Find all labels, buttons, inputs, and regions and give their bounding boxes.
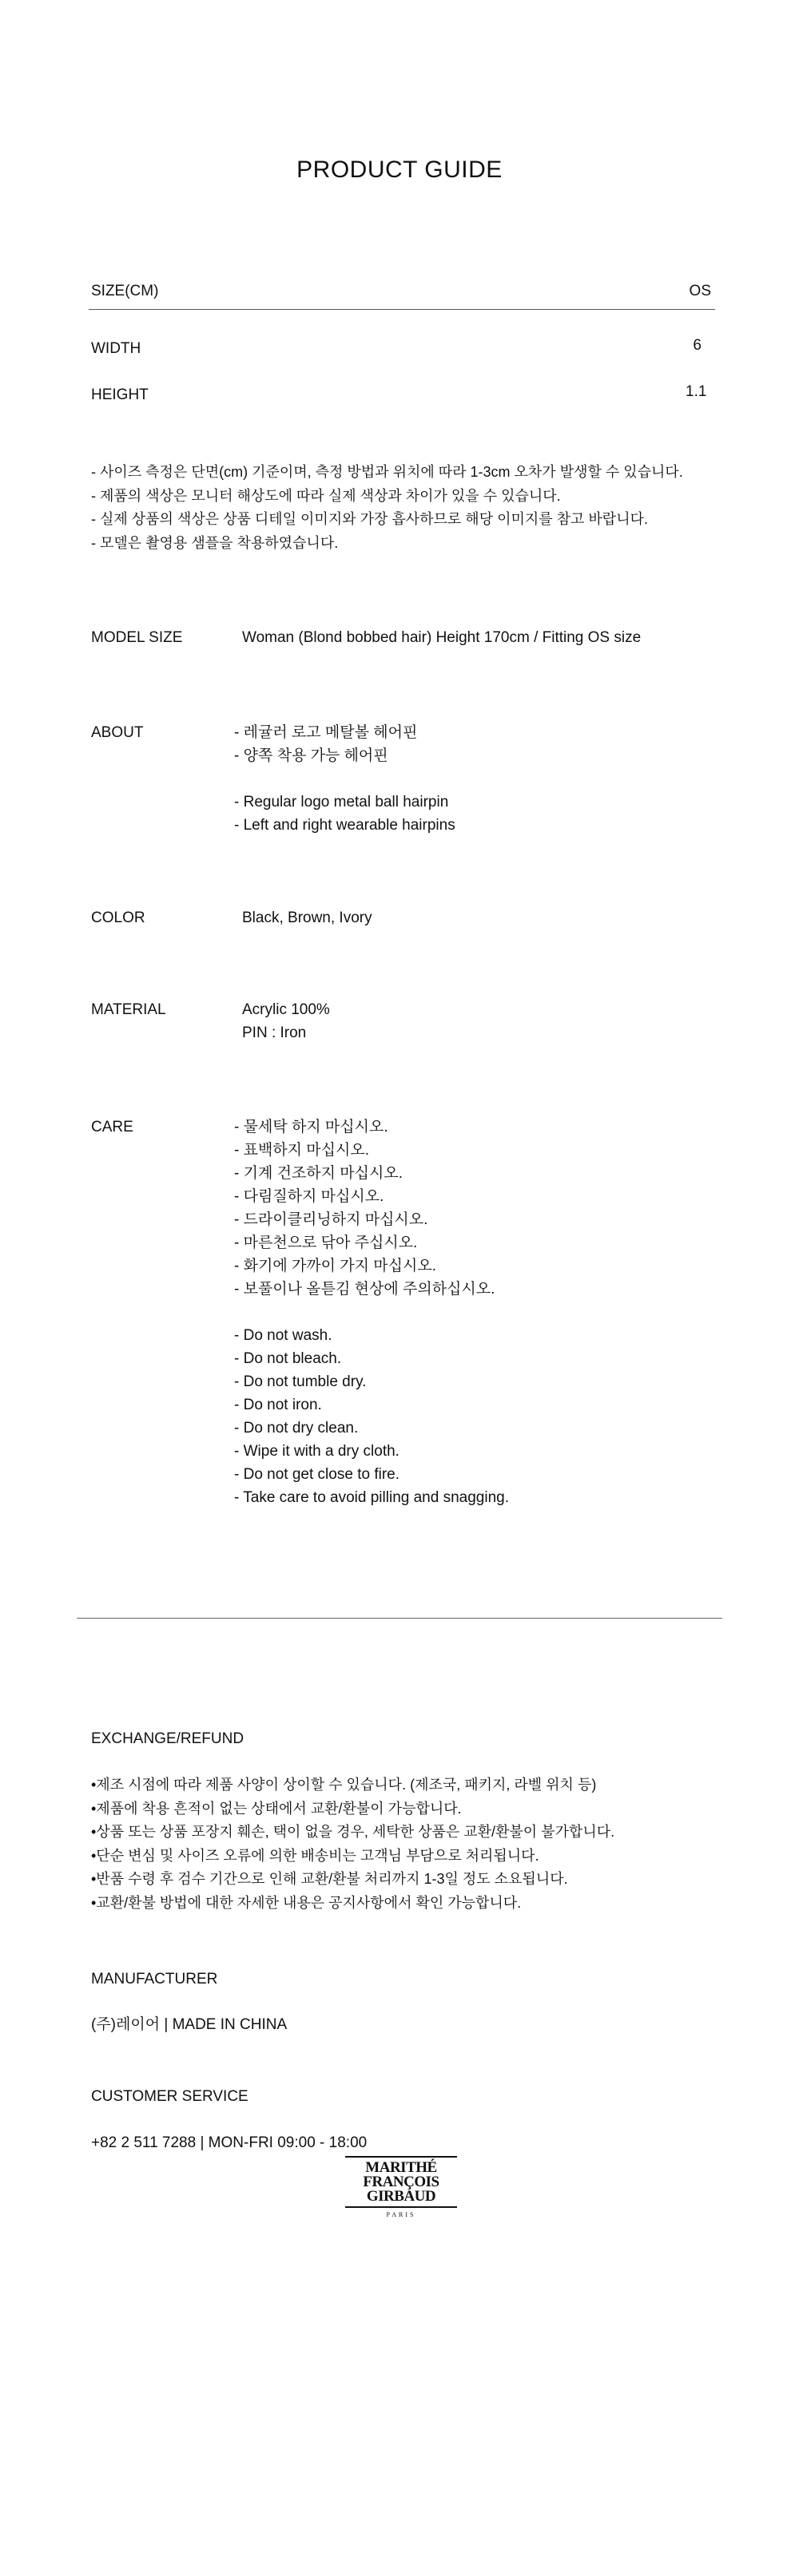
- exchange-text: [91, 1773, 614, 1915]
- care-line: - Do not wash.: [234, 1327, 332, 1344]
- exchange-line: •제품에 착용 흔적이 없는 상태에서 교환/환불이 가능합니다.: [91, 1800, 462, 1817]
- material-label: MATERIAL: [91, 1001, 166, 1018]
- care-line: - Do not dry clean.: [234, 1420, 359, 1437]
- care-line: - Take care to avoid pilling and snagging.: [234, 1489, 509, 1506]
- manufacturer-title: MANUFACTURER: [91, 1971, 218, 1987]
- material-line: PIN : Iron: [242, 1024, 307, 1041]
- customer-service-title: CUSTOMER SERVICE: [91, 2088, 248, 2105]
- note-line: - 모델은 촬영용 샘플을 착용하였습니다.: [91, 534, 339, 551]
- color-value: Black, Brown, Ivory: [242, 910, 372, 926]
- size-header-label: SIZE(CM): [91, 283, 159, 299]
- manufacturer-value: (주)레이어 | MADE IN CHINA: [91, 2016, 288, 2033]
- exchange-line: •단순 변심 및 사이즈 오류에 의한 배송비는 고객님 부담으로 처리됩니다.: [91, 1847, 539, 1864]
- note-line: - 제품의 색상은 모니터 해상도에 따라 실제 색상과 차이가 있을 수 있습니다.: [91, 487, 561, 504]
- note-line: - 실제 상품의 색상은 상품 디테일 이미지와 가장 흡사하므로 해당 이미지를 참고 바랍니다.: [91, 511, 648, 527]
- care-line: - 드라이클리닝하지 마십시오.: [234, 1211, 428, 1228]
- material-line: Acrylic 100%: [242, 1001, 330, 1018]
- size-row-width-label: WIDTH: [91, 340, 141, 357]
- exchange-line: •상품 또는 상품 포장지 훼손, 택이 없을 경우, 세탁한 상품은 교환/환불이 불가합니다.: [91, 1824, 615, 1840]
- logo-line: GIRBAUD: [366, 2188, 436, 2205]
- size-notes: [91, 461, 683, 555]
- exchange-line: •제조 시점에 따라 제품 사양이 상이할 수 있습니다. (제조국, 패키지, 라벨 위치 등): [91, 1777, 597, 1793]
- care-line: - Do not iron.: [234, 1397, 322, 1413]
- model-size-label: MODEL SIZE: [91, 629, 183, 646]
- exchange-line: •교환/환불 방법에 대한 자세한 내용은 공지사항에서 확인 가능합니다.: [91, 1894, 522, 1911]
- about-line: [234, 767, 455, 791]
- exchange-title: EXCHANGE/REFUND: [91, 1730, 244, 1747]
- about-line: - 레귤러 로고 메탈볼 헤어핀: [234, 724, 418, 741]
- size-row-width-value: 6: [693, 337, 702, 354]
- care-line: - 기계 건조하지 마십시오.: [234, 1165, 403, 1182]
- model-size-value: Woman (Blond bobbed hair) Height 170cm / Fitting OS size: [242, 629, 642, 646]
- size-row-height-value: 1.1: [686, 383, 707, 400]
- care-line: - 보풀이나 올튿김 현상에 주의하십시오.: [234, 1281, 495, 1298]
- care-text: [234, 1116, 509, 1509]
- size-table-divider: [89, 309, 715, 310]
- page-title: PRODUCT GUIDE: [296, 157, 503, 183]
- care-line: - 마른천으로 닦아 주십시오.: [234, 1234, 418, 1251]
- logo-line: MARITHÉ: [365, 2159, 437, 2176]
- care-line: - 화기에 가까이 가지 마십시오.: [234, 1258, 436, 1274]
- care-line: - Do not get close to fire.: [234, 1466, 400, 1483]
- care-line: [234, 1301, 509, 1324]
- care-line: - Do not bleach.: [234, 1350, 342, 1367]
- care-line: - 표백하지 마십시오.: [234, 1142, 369, 1159]
- customer-service-value: +82 2 511 7288 | MON-FRI 09:00 - 18:00: [91, 2134, 368, 2151]
- note-line: - 사이즈 측정은 단면(cm) 기준이며, 측정 방법과 위치에 따라 1-3cm 오차가 발생할 수 있습니다.: [91, 464, 683, 480]
- exchange-line: •반품 수령 후 검수 기간으로 인해 교환/환불 처리까지 1-3일 정도 소요됩니다.: [91, 1871, 568, 1887]
- section-divider: [77, 1618, 722, 1619]
- about-label: ABOUT: [91, 724, 144, 741]
- about-text: [234, 721, 455, 837]
- about-line: - Left and right wearable hairpins: [234, 817, 455, 834]
- size-row-height-label: HEIGHT: [91, 386, 149, 403]
- care-line: - 다림질하지 마십시오.: [234, 1188, 384, 1205]
- material-text: [242, 998, 330, 1044]
- size-header-value: OS: [689, 283, 711, 299]
- care-line: - 물세탁 하지 마십시오.: [234, 1119, 388, 1135]
- brand-logo: [345, 2156, 457, 2218]
- logo-paris: PARIS: [386, 2211, 416, 2218]
- about-line: - 양쪽 착용 가능 헤어핀: [234, 747, 388, 764]
- care-line: - Wipe it with a dry cloth.: [234, 1443, 400, 1460]
- care-line: - Do not tumble dry.: [234, 1373, 367, 1390]
- logo-line: FRANÇOIS: [363, 2174, 439, 2190]
- care-label: CARE: [91, 1119, 133, 1135]
- color-label: COLOR: [91, 910, 145, 926]
- about-line: - Regular logo metal ball hairpin: [234, 794, 449, 810]
